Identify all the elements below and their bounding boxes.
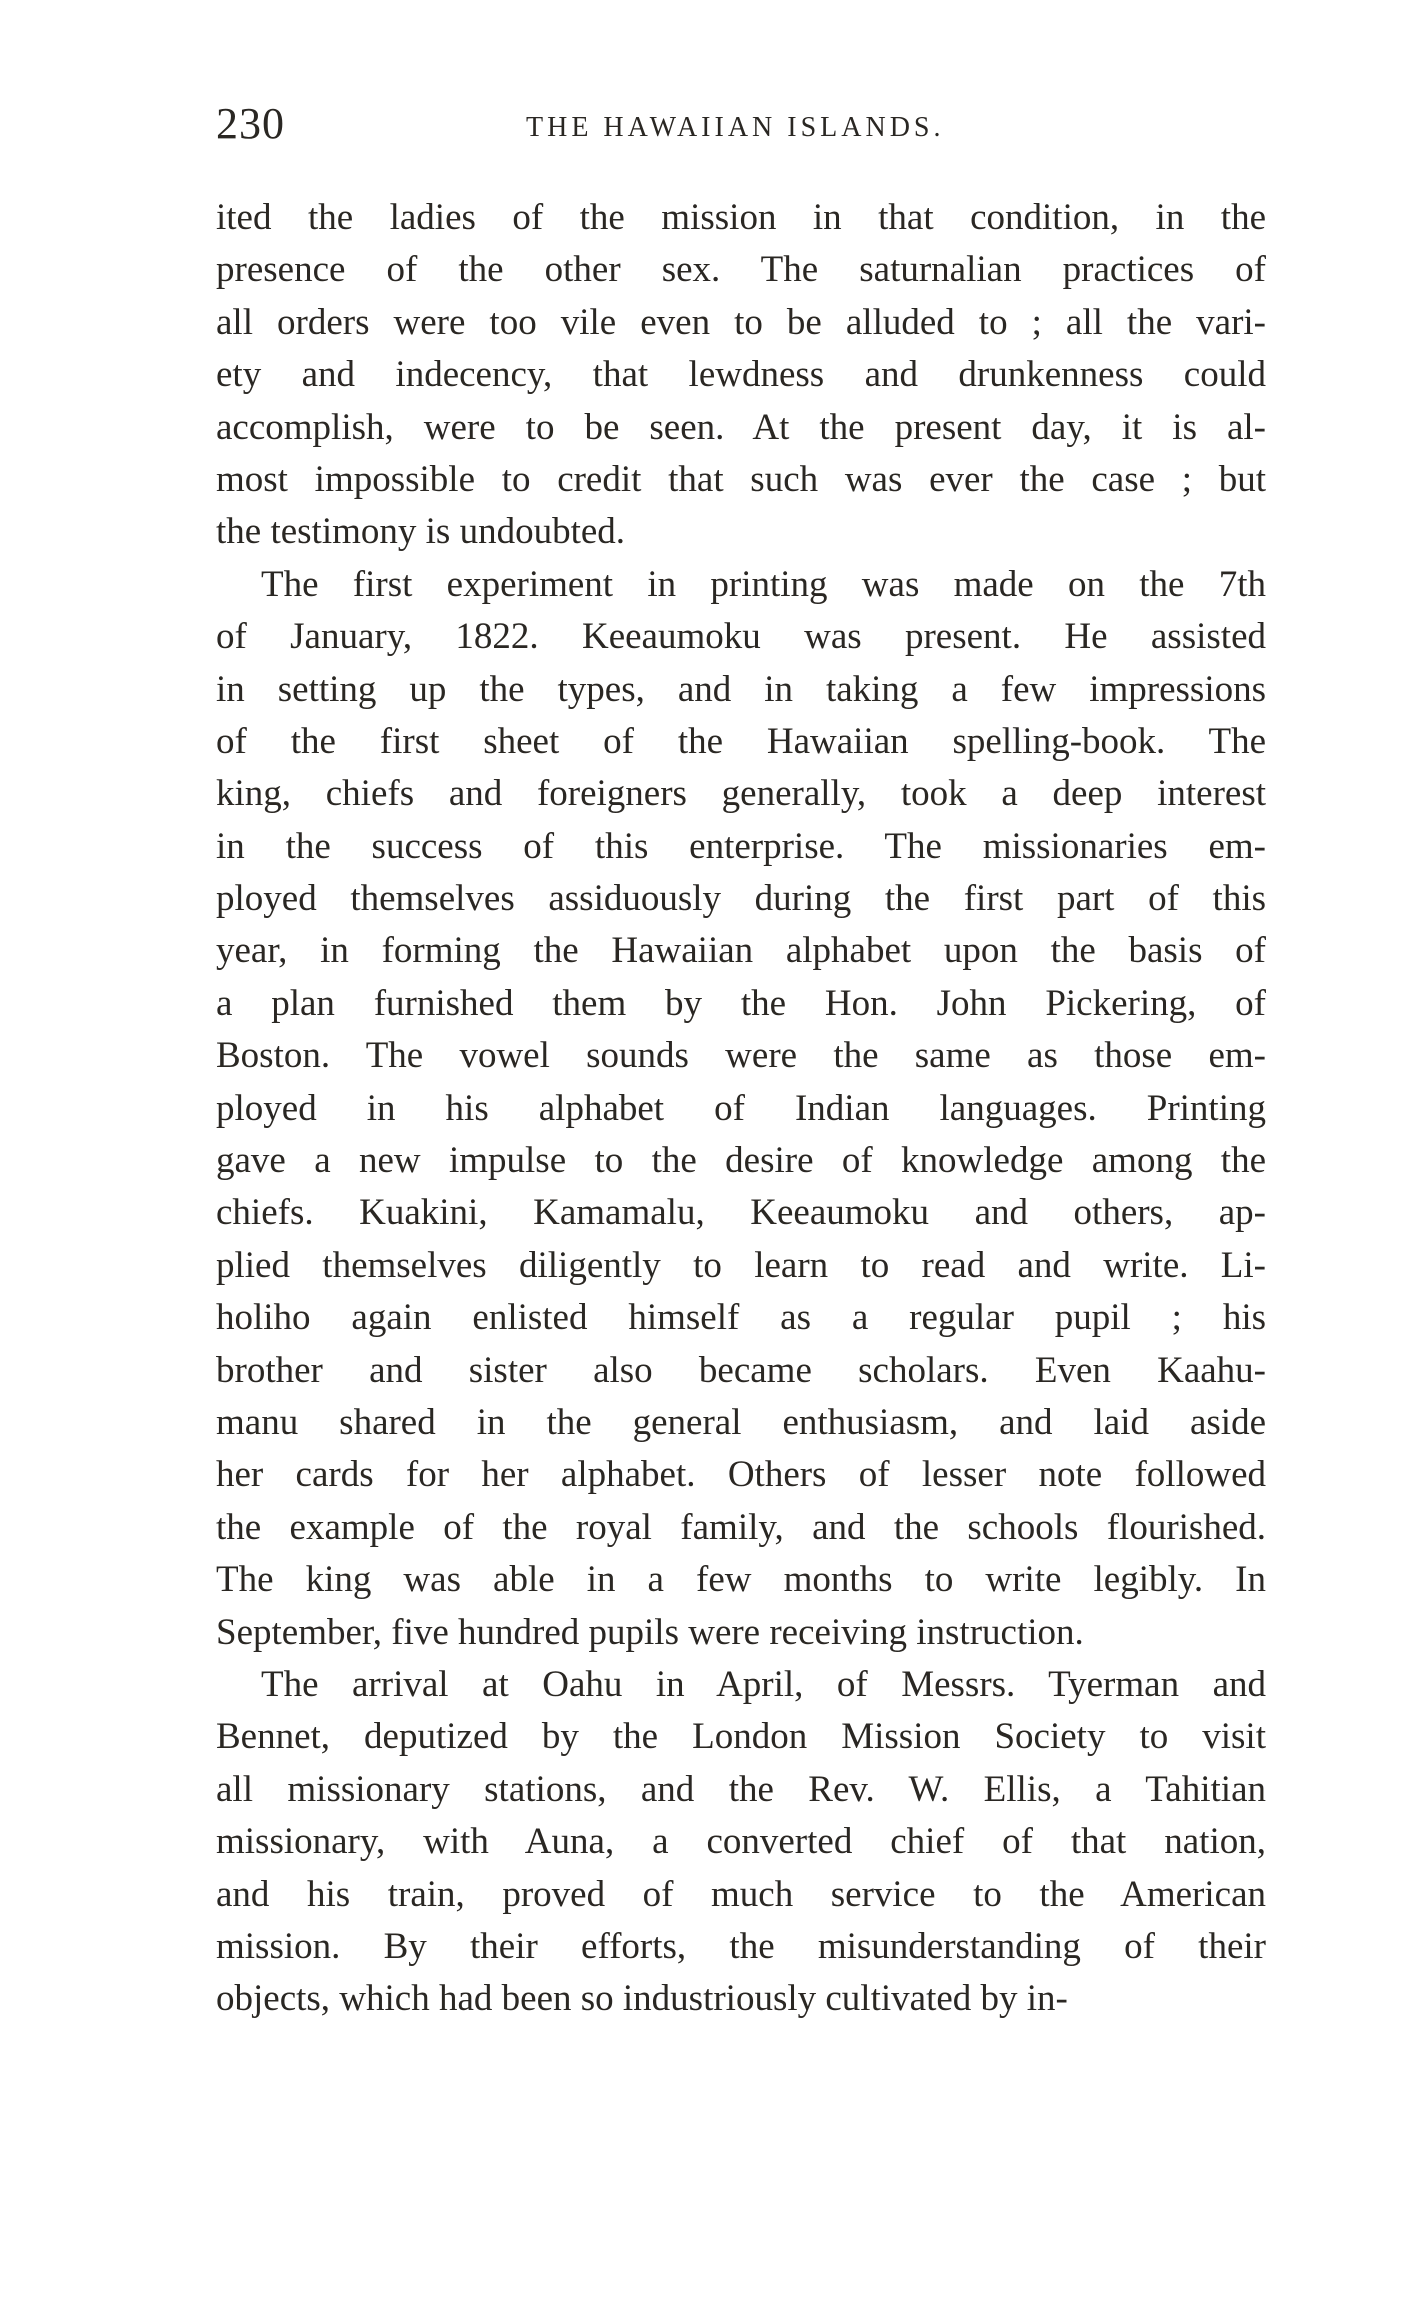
text-line: ety and indecency, that lewdness and drunkenness could (216, 354, 1266, 396)
text-line: the testimony is undoubted. (216, 511, 626, 553)
text-line: mission. By their efforts, the misunderstanding of their (216, 1925, 1266, 1967)
text-line: presence of the other sex. The saturnalian practices of (216, 249, 1266, 291)
text-line: and his train, proved of much service to the American (216, 1873, 1266, 1915)
text-line: The arrival at Oahu in April, of Messrs. Tyerman and (261, 1663, 1266, 1705)
body-text (216, 192, 1266, 2026)
text-line: a plan furnished them by the Hon. John Pickering, of (216, 982, 1266, 1024)
text-line: manu shared in the general enthusiasm, and laid aside (216, 1401, 1266, 1443)
text-line: missionary, with Auna, a converted chief of that nation, (216, 1821, 1266, 1863)
page-header (216, 98, 1266, 158)
text-line: The first experiment in printing was made on the 7th (261, 563, 1266, 605)
text-line: ployed in his alphabet of Indian languages. Printing (216, 1087, 1266, 1129)
paragraph (216, 559, 1266, 1659)
running-head: THE HAWAIIAN ISLANDS. (526, 112, 945, 143)
text-line: objects, which had been so industriously cultivated by in- (216, 1978, 1068, 2020)
paragraph (216, 192, 1266, 559)
text-line: ployed themselves assiduously during the first part of this (216, 878, 1266, 920)
text-line: The king was able in a few months to write legibly. In (216, 1559, 1266, 1601)
text-line: all orders were too vile even to be alluded to ; all the vari- (216, 301, 1266, 343)
text-line: the example of the royal family, and the schools flourished. (216, 1506, 1266, 1548)
text-line: accomplish, were to be seen. At the present day, it is al- (216, 406, 1266, 448)
paragraph (216, 1659, 1266, 2026)
text-line: Bennet, deputized by the London Mission Society to visit (216, 1716, 1266, 1758)
text-line: of the first sheet of the Hawaiian spelling-book. The (216, 720, 1266, 762)
text-line: ited the ladies of the mission in that condition, in the (216, 197, 1266, 238)
text-line: Boston. The vowel sounds were the same as those em- (216, 1035, 1266, 1077)
text-line: her cards for her alphabet. Others of lesser note followed (216, 1454, 1266, 1496)
page-number: 230 (216, 99, 285, 148)
text-line: gave a new impulse to the desire of knowledge among the (216, 1140, 1266, 1182)
text-line: plied themselves diligently to learn to read and write. Li- (216, 1244, 1266, 1286)
text-line: in setting up the types, and in taking a few impressions (216, 668, 1266, 710)
text-line: brother and sister also became scholars. Even Kaahu- (216, 1349, 1266, 1391)
text-line: September, five hundred pupils were receiving instruction. (216, 1611, 1084, 1653)
text-line: chiefs. Kuakini, Kamamalu, Keeaumoku and others, ap- (216, 1192, 1266, 1234)
text-line: of January, 1822. Keeaumoku was present. He assisted (216, 616, 1266, 658)
text-line: holiho again enlisted himself as a regular pupil ; his (216, 1297, 1266, 1339)
text-line: in the success of this enterprise. The missionaries em- (216, 825, 1266, 867)
text-line: king, chiefs and foreigners generally, took a deep interest (216, 773, 1266, 815)
text-line: all missionary stations, and the Rev. W. Ellis, a Tahitian (216, 1768, 1266, 1810)
text-line: most impossible to credit that such was ever the case ; but (216, 458, 1266, 500)
text-line: year, in forming the Hawaiian alphabet upon the basis of (216, 930, 1266, 972)
